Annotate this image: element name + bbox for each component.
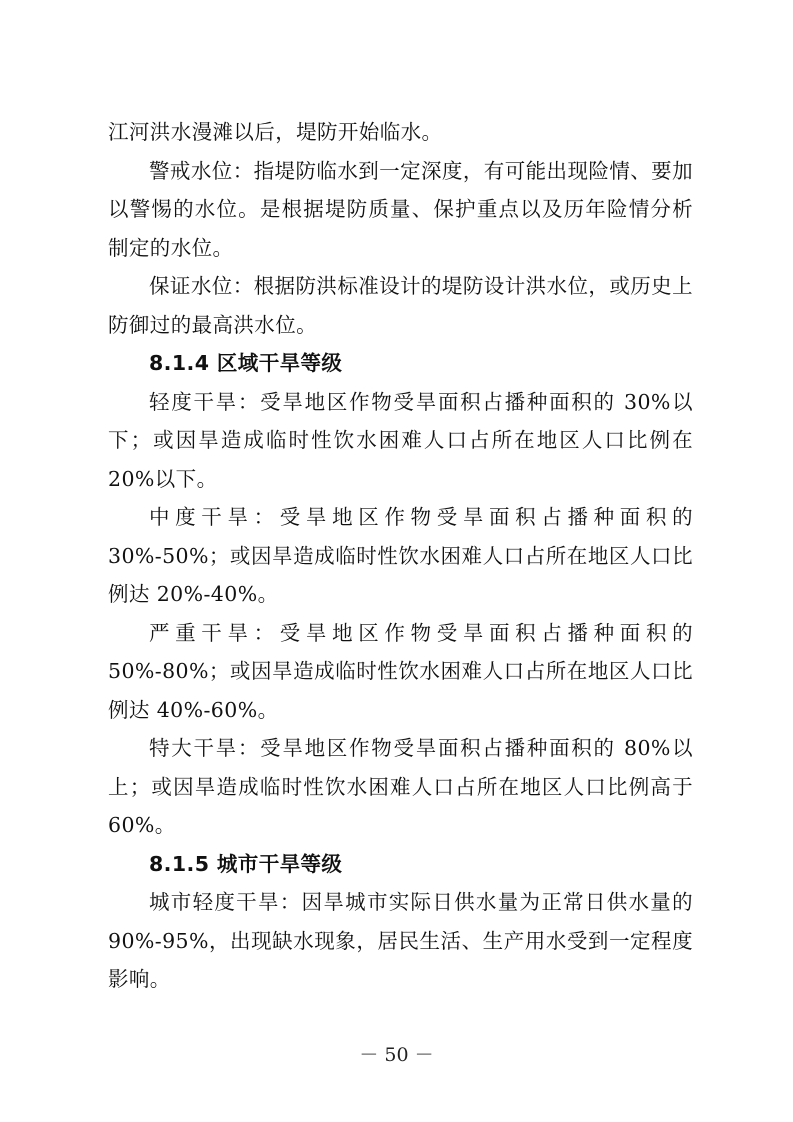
paragraph-warning-water-level: 警戒水位：指堤防临水到一定深度，有可能出现险情、要加以警惕的水位。是根据堤防质量、保护重点以及历年险情分析制定的水位。	[108, 158, 693, 260]
paragraph-guaranteed-water-level: 保证水位：根据防洪标准设计的堤防设计洪水位，或历史上防御过的最高洪水位。	[108, 274, 693, 337]
paragraph-flood-continuation: 江河洪水漫滩以后，堤防开始临水。	[108, 120, 443, 144]
document-body	[108, 113, 693, 999]
page-number: － 50 －	[359, 1044, 434, 1066]
section-heading-regional-drought: 8.1.4 区域干旱等级	[149, 351, 343, 375]
paragraph-urban-mild-drought: 城市轻度干旱：因旱城市实际日供水量为正常日供水量的 90%-95%，出现缺水现象，居民生活、生产用水受到一定程度影响。	[108, 890, 693, 991]
paragraph-extreme-drought: 特大干旱：受旱地区作物受旱面积占播种面积的 80%以上；或因旱造成临时性饮水困难人口占所在地区人口比例高于 60%。	[108, 736, 693, 837]
paragraph-moderate-drought: 中度干旱：受旱地区作物受旱面积占播种面积的 30%-50%；或因旱造成临时性饮水困难人口占所在地区人口比例达 20%-40%。	[108, 505, 693, 606]
section-heading-urban-drought: 8.1.5 城市干旱等级	[149, 851, 343, 876]
paragraph-severe-drought: 严重干旱：受旱地区作物受旱面积占播种面积的 50%-80%；或因旱造成临时性饮水困难人口占所在地区人口比例达 40%-60%。	[108, 620, 693, 722]
paragraph-mild-drought: 轻度干旱：受旱地区作物受旱面积占播种面积的 30%以下；或因旱造成临时性饮水困难人口占所在地区人口比例在 20%以下。	[108, 389, 693, 491]
